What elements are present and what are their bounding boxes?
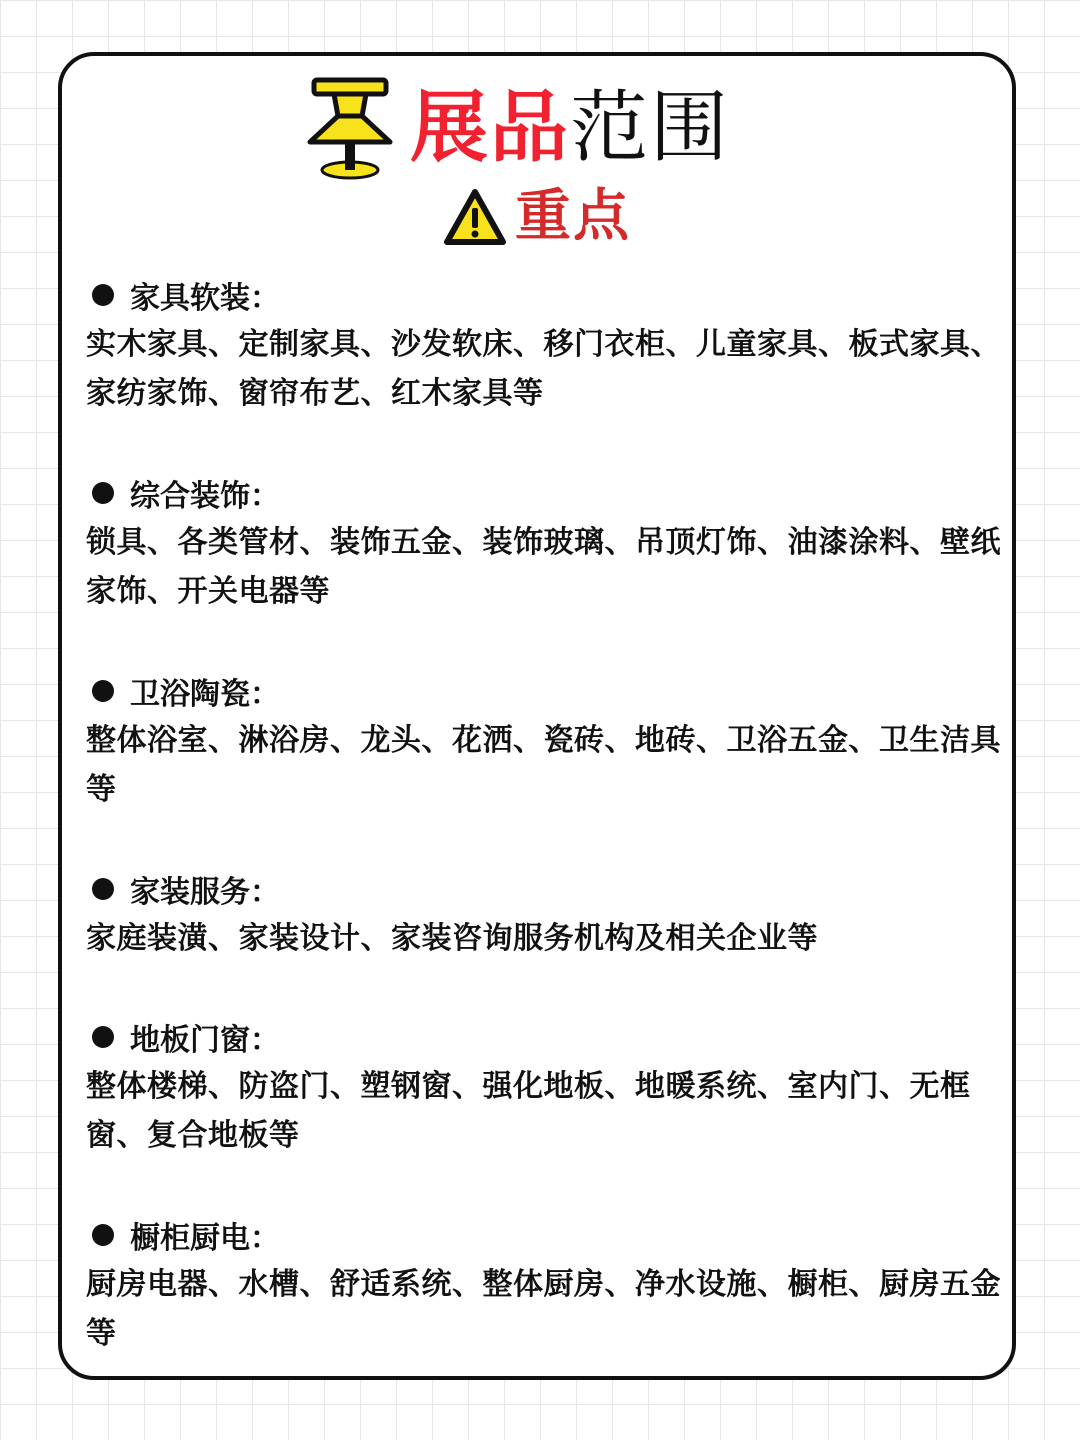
section-heading-text: 卫浴陶瓷：	[130, 677, 280, 712]
section-heading	[86, 1012, 1006, 1062]
section-heading	[86, 1210, 1006, 1260]
bullet-icon	[92, 878, 114, 900]
section-body: 锁具、各类管材、装饰五金、装饰玻璃、吊顶灯饰、油漆涂料、壁纸家饰、开关电器等	[86, 525, 1001, 609]
bullet-icon	[92, 680, 114, 702]
section-bathroom	[86, 666, 1006, 814]
section-kitchen	[86, 1210, 1006, 1358]
subtitle-row	[62, 184, 1012, 250]
bullet-icon	[92, 482, 114, 504]
title-highlight: 展品	[409, 83, 570, 173]
section-heading	[86, 468, 1006, 518]
title-row	[62, 78, 1012, 178]
section-body: 整体浴室、淋浴房、龙头、花洒、瓷砖、地砖、卫浴五金、卫生洁具等	[86, 723, 1001, 807]
section-heading	[86, 864, 1006, 914]
pushpin-icon	[304, 76, 396, 180]
bullet-icon	[92, 1026, 114, 1048]
content-card	[58, 52, 1016, 1380]
section-floors-doors	[86, 1012, 1006, 1160]
warning-icon	[443, 188, 507, 246]
section-body: 家庭装潢、家装设计、家装咨询服务机构及相关企业等	[86, 921, 818, 956]
section-heading-text: 地板门窗：	[130, 1023, 280, 1058]
bullet-icon	[92, 284, 114, 306]
section-heading-text: 家具软装：	[130, 281, 280, 316]
section-body: 整体楼梯、防盗门、塑钢窗、强化地板、地暖系统、室内门、无框窗、复合地板等	[86, 1069, 971, 1153]
section-heading-text: 综合装饰：	[130, 479, 280, 514]
section-furniture	[86, 270, 1006, 418]
section-decoration	[86, 468, 1006, 616]
section-services	[86, 864, 1006, 963]
title-rest: 范围	[570, 83, 731, 173]
section-heading	[86, 270, 1006, 320]
section-heading-text: 橱柜厨电：	[130, 1221, 280, 1256]
section-heading-text: 家装服务：	[130, 875, 280, 910]
section-heading	[86, 666, 1006, 716]
section-body: 实木家具、定制家具、沙发软床、移门衣柜、儿童家具、板式家具、家纺家饰、窗帘布艺、红木家具等	[86, 327, 1001, 411]
section-body: 厨房电器、水槽、舒适系统、整体厨房、净水设施、橱柜、厨房五金等	[86, 1267, 1001, 1351]
bullet-icon	[92, 1224, 114, 1246]
subtitle-text: 重点	[515, 184, 631, 249]
